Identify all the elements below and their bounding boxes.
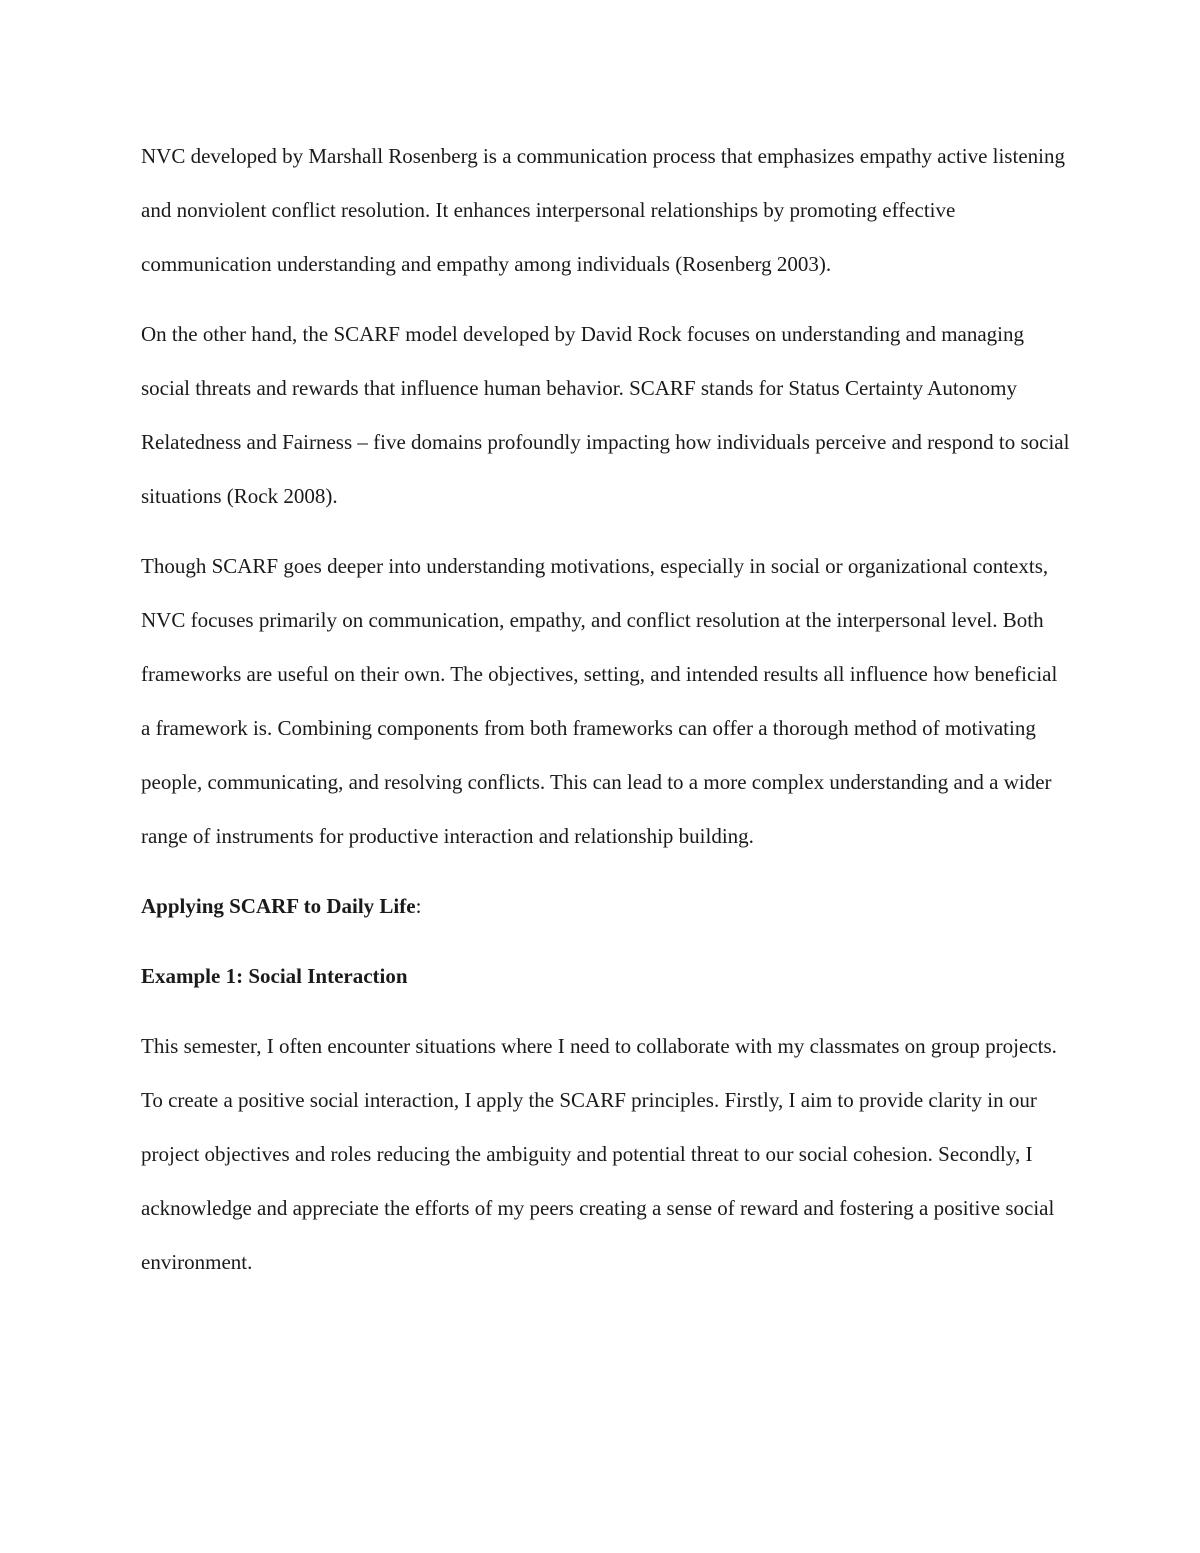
paragraph-example: This semester, I often encounter situations where I need to collaborate with my classmates on group projects. To create a positive social interaction, I apply the SCARF principles. Firstly, I aim to provide clarity in our project objectives and roles reducing the ambiguity and potential threat to our social cohesion. Secondly, I acknowledge and appreciate the efforts of my peers creating a sense of reward and fostering a positive social environment. bbox=[141, 1034, 1057, 1274]
section-heading bbox=[141, 879, 1071, 933]
example-heading: Example 1: Social Interaction bbox=[141, 964, 408, 988]
paragraph-scarf: On the other hand, the SCARF model developed by David Rock focuses on understanding and managing social threats and rewards that influence human behavior. SCARF stands for Status Certainty Autonomy Relatedness and Fairness – five domains profoundly impacting how individuals perceive and respond to social situations (Rock 2008). bbox=[141, 322, 1070, 508]
paragraph-comparison: Though SCARF goes deeper into understanding motivations, especially in social or organizational contexts, NVC focuses primarily on communication, empathy, and conflict resolution at the interpersonal level. Both frameworks are useful on their own. The objectives, setting, and intended results all influence how beneficial a framework is. Combining components from both frameworks can offer a thorough method of motivating people, communicating, and resolving conflicts. This can lead to a more complex understanding and a wider range of instruments for productive interaction and relationship building. bbox=[141, 554, 1058, 848]
document-body bbox=[141, 129, 1071, 1305]
section-heading-text: Applying SCARF to Daily Life bbox=[141, 894, 416, 918]
paragraph-nvc: NVC developed by Marshall Rosenberg is a communication process that emphasizes empathy active listening and nonviolent conflict resolution. It enhances interpersonal relationships by promoting effective communication understanding and empathy among individuals (Rosenberg 2003). bbox=[141, 144, 1065, 276]
section-heading-colon: : bbox=[415, 894, 422, 918]
